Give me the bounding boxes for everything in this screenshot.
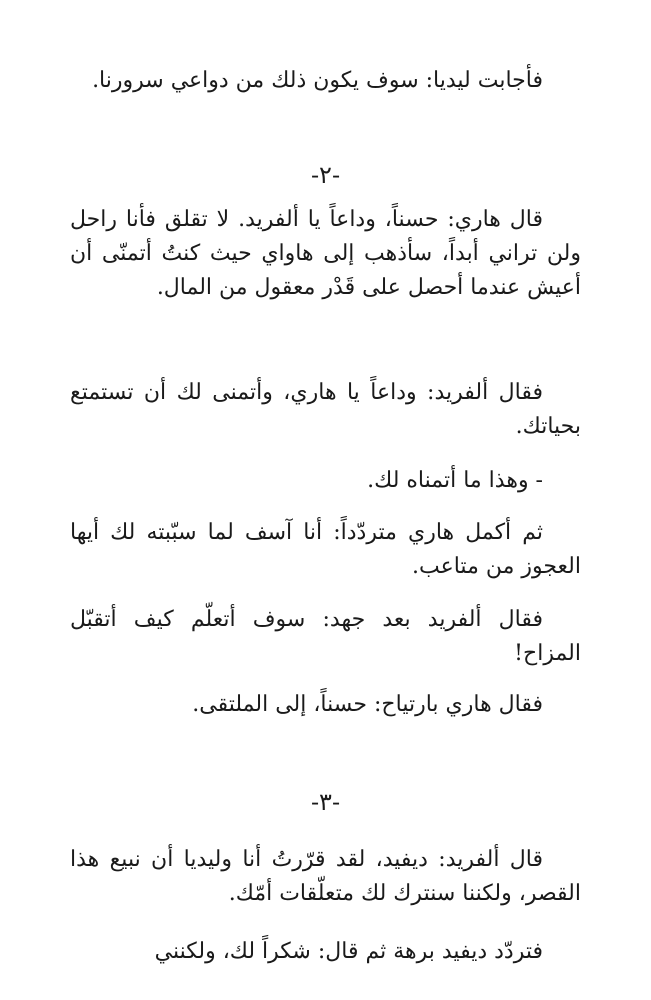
- paragraph-alfred-david: قال ألفريد: ديفيد، لقد قرّرتُ أنا وليديا أن نبيع هذا القصر، ولكننا سنترك لك متعلّقات أمّك.: [70, 847, 581, 906]
- paragraph-dialogue-line: - وهذا ما أتمناه لك.: [367, 468, 543, 493]
- paragraph-harry-apology: ثم أكمل هاري متردّداً: أنا آسف لما سبّبته لك أيها العجوز من متاعب.: [70, 520, 581, 579]
- paragraph-alfred-joke: فقال ألفريد بعد جهد: سوف أتعلّم كيف أتقبّل المزاح!: [70, 607, 581, 666]
- paragraph-lydia-reply: فأجابت ليديا: سوف يكون ذلك من دواعي سرورنا.: [92, 68, 543, 93]
- section-marker-2: -٢-: [310, 161, 341, 189]
- section-marker-3: -٣-: [310, 788, 341, 816]
- paragraph-alfred-farewell: فقال ألفريد: وداعاً يا هاري، وأتمنى لك أن تستمتع بحياتك.: [70, 380, 581, 439]
- paragraph-harry-farewell: قال هاري: حسناً، وداعاً يا ألفريد. لا تقلق فأنا راحل ولن تراني أبداً، سأذهب إلى هاواي حيث كنتُ أتمنّى أن أعيش عندما أحصل على قَدْر معقول من المال.: [70, 207, 581, 300]
- paragraph-david-reply: فتردّد ديفيد برهة ثم قال: شكراً لك، ولكنني: [154, 939, 543, 964]
- paragraph-harry-goodbye: فقال هاري بارتياح: حسناً، إلى الملتقى.: [192, 692, 543, 717]
